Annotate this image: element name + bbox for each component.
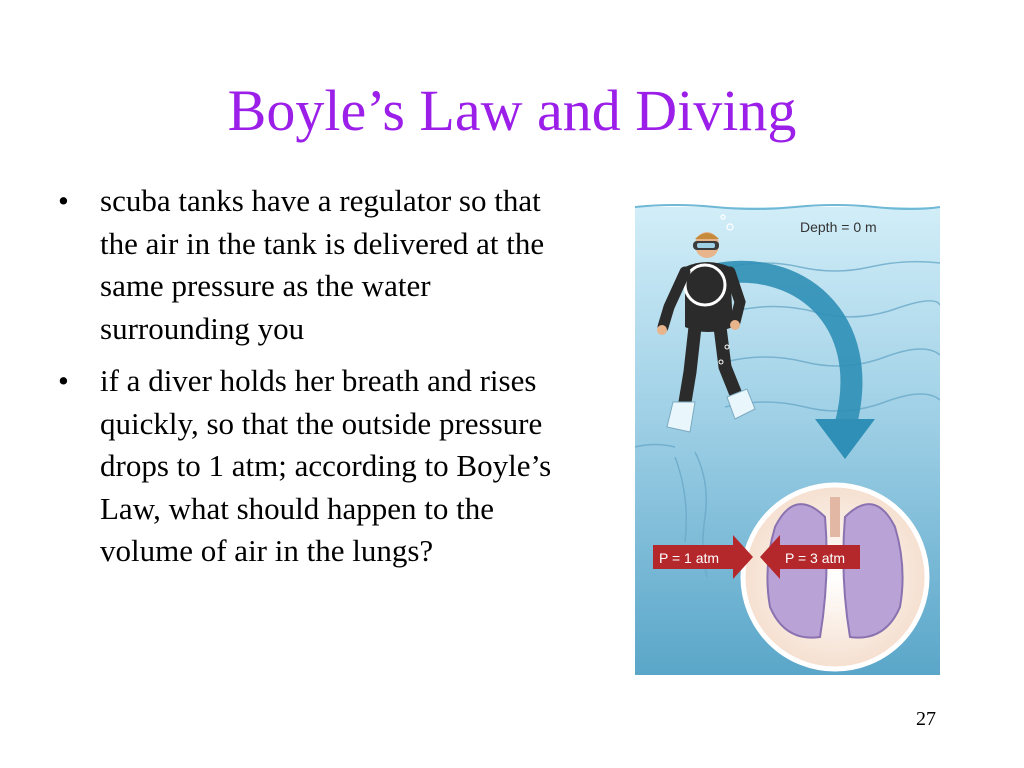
bullet-text: scuba tanks have a regulator so that the air in the tank is delivered at the same pressure as the water surrounding you: [100, 183, 545, 346]
bullet-text: if a diver holds her breath and rises quickly, so that the outside pressure drops to 1 atm; according to Boyle’s Law, what should happen to the volume of air in the lungs?: [100, 363, 552, 568]
bullet-list: [58, 180, 558, 583]
bullet-item: [58, 360, 558, 573]
bullet-marker: •: [58, 363, 69, 398]
pressure-inside-label: P = 3 atm: [785, 550, 846, 566]
bullet-marker: •: [58, 183, 69, 218]
slide-title: Boyle’s Law and Diving: [227, 78, 797, 143]
diver-illustration: [635, 197, 940, 675]
bullet-item: [58, 180, 558, 350]
depth-label: Depth = 0 m: [800, 219, 877, 235]
pressure-outside-label: P = 1 atm: [659, 550, 720, 566]
slide-number: 27: [916, 708, 936, 730]
diver-illustration-svg: [635, 197, 940, 675]
lungs-icon: [743, 485, 927, 669]
